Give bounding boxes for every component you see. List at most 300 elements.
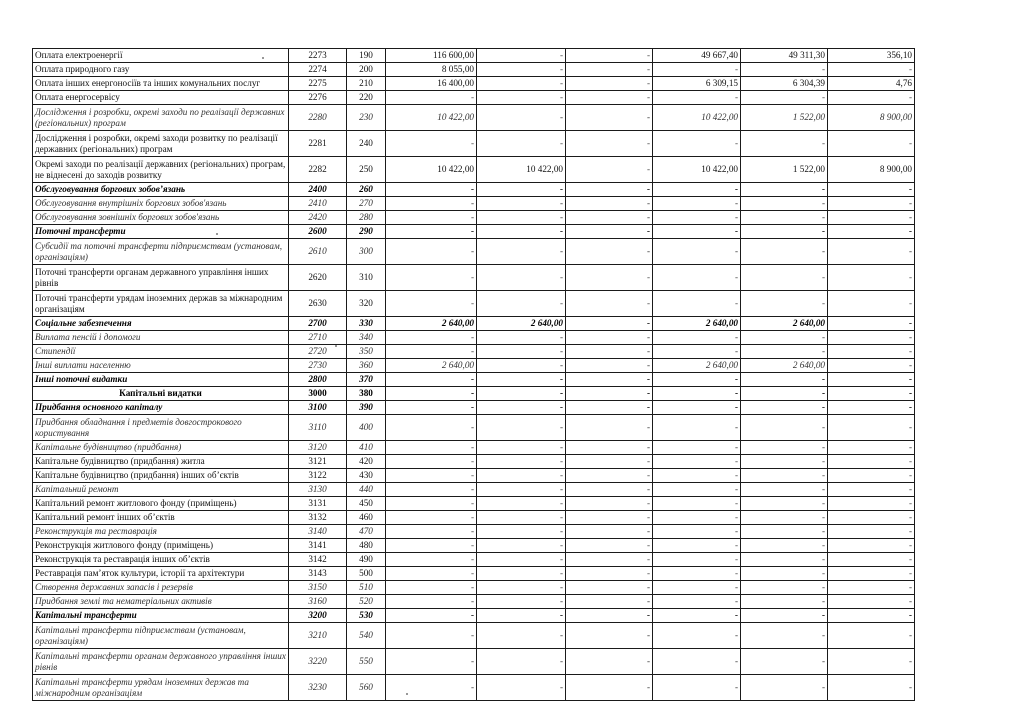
row-label: Капітальне будівництво (придбання) <box>33 441 289 455</box>
amount-cell: - <box>653 455 741 469</box>
row-number: 280 <box>347 211 386 225</box>
amount-cell: - <box>386 649 477 675</box>
amount-cell: - <box>741 291 828 317</box>
table-row <box>33 331 915 345</box>
amount-cell: - <box>741 387 828 401</box>
amount-cell: - <box>653 401 741 415</box>
row-number: 440 <box>347 483 386 497</box>
amount-cell: - <box>653 225 741 239</box>
amount-cell: - <box>386 623 477 649</box>
amount-cell: - <box>566 567 653 581</box>
table-row <box>33 77 915 91</box>
row-label: Інші виплати населенню <box>33 359 289 373</box>
row-number: 220 <box>347 91 386 105</box>
amount-cell: - <box>741 239 828 265</box>
amount-cell: - <box>741 511 828 525</box>
amount-cell: - <box>741 539 828 553</box>
kekv-code: 3150 <box>289 581 347 595</box>
table-row <box>33 511 915 525</box>
amount-cell: - <box>386 91 477 105</box>
amount-cell: - <box>386 525 477 539</box>
table-row <box>33 401 915 415</box>
kekv-code: 2400 <box>289 183 347 197</box>
row-number: 450 <box>347 497 386 511</box>
amount-cell: 10 422,00 <box>653 157 741 183</box>
table-row <box>33 197 915 211</box>
table-row <box>33 105 915 131</box>
amount-cell: - <box>566 131 653 157</box>
row-label: Обслуговування зовнішніх боргових зобов'язань <box>33 211 289 225</box>
row-number: 230 <box>347 105 386 131</box>
amount-cell: - <box>477 197 566 211</box>
amount-cell: - <box>828 317 915 331</box>
row-label: Стипендії <box>33 345 289 359</box>
amount-cell: - <box>386 345 477 359</box>
row-label: Капітальні трансферти <box>33 609 289 623</box>
amount-cell: - <box>653 595 741 609</box>
table-row <box>33 157 915 183</box>
amount-cell: - <box>741 225 828 239</box>
amount-cell: - <box>828 469 915 483</box>
kekv-code: 3140 <box>289 525 347 539</box>
row-label: Оплата електроенергії <box>33 49 289 63</box>
kekv-code: 2273 <box>289 49 347 63</box>
amount-cell: 116 600,00 <box>386 49 477 63</box>
amount-cell: - <box>741 623 828 649</box>
row-number: 400 <box>347 415 386 441</box>
row-label: Поточні трансферти органам державного управління інших рівнів <box>33 265 289 291</box>
amount-cell: - <box>386 441 477 455</box>
amount-cell: - <box>386 265 477 291</box>
kekv-code: 2275 <box>289 77 347 91</box>
amount-cell: 6 304,39 <box>741 77 828 91</box>
amount-cell: - <box>386 401 477 415</box>
row-number: 490 <box>347 553 386 567</box>
amount-cell: - <box>828 483 915 497</box>
kekv-code: 2700 <box>289 317 347 331</box>
scan-speck <box>335 345 337 347</box>
amount-cell: - <box>828 525 915 539</box>
row-number: 320 <box>347 291 386 317</box>
table-row <box>33 359 915 373</box>
kekv-code: 3210 <box>289 623 347 649</box>
amount-cell: - <box>566 401 653 415</box>
amount-cell: - <box>741 567 828 581</box>
kekv-code: 2730 <box>289 359 347 373</box>
amount-cell: - <box>828 331 915 345</box>
table-row <box>33 291 915 317</box>
row-label: Виплата пенсій і допомоги <box>33 331 289 345</box>
row-number: 340 <box>347 331 386 345</box>
table-row <box>33 415 915 441</box>
amount-cell: - <box>741 595 828 609</box>
amount-cell: - <box>741 553 828 567</box>
table-row <box>33 609 915 623</box>
amount-cell: - <box>566 539 653 553</box>
row-label: Придбання основного капіталу <box>33 401 289 415</box>
row-label: Оплата інших енергоносіїв та інших комунальних послуг <box>33 77 289 91</box>
kekv-code: 2410 <box>289 197 347 211</box>
amount-cell: - <box>741 675 828 701</box>
table-row <box>33 265 915 291</box>
table-row <box>33 183 915 197</box>
amount-cell: - <box>386 211 477 225</box>
amount-cell: - <box>653 131 741 157</box>
amount-cell: - <box>566 609 653 623</box>
row-label: Субсидії та поточні трансферти підприємствам (установам, організаціям) <box>33 239 289 265</box>
amount-cell: - <box>828 265 915 291</box>
amount-cell: - <box>477 567 566 581</box>
amount-cell: - <box>828 387 915 401</box>
amount-cell: - <box>566 105 653 131</box>
kekv-code: 3122 <box>289 469 347 483</box>
row-number: 540 <box>347 623 386 649</box>
amount-cell: - <box>477 225 566 239</box>
row-label: Обслуговування внутрішніх боргових зобов'язань <box>33 197 289 211</box>
amount-cell: - <box>386 239 477 265</box>
amount-cell: - <box>828 183 915 197</box>
row-label: Капітальне будівництво (придбання) інших об’єктів <box>33 469 289 483</box>
amount-cell: - <box>386 675 477 701</box>
amount-cell: - <box>477 63 566 77</box>
amount-cell: - <box>477 183 566 197</box>
kekv-code: 2420 <box>289 211 347 225</box>
kekv-code: 3000 <box>289 387 347 401</box>
row-number: 360 <box>347 359 386 373</box>
amount-cell: - <box>566 455 653 469</box>
amount-cell: - <box>566 581 653 595</box>
amount-cell: - <box>566 441 653 455</box>
amount-cell: - <box>386 511 477 525</box>
amount-cell: - <box>386 183 477 197</box>
table-body <box>33 49 915 701</box>
kekv-code: 3200 <box>289 609 347 623</box>
amount-cell: - <box>566 49 653 63</box>
row-number: 410 <box>347 441 386 455</box>
row-number: 500 <box>347 567 386 581</box>
row-number: 380 <box>347 387 386 401</box>
amount-cell: - <box>828 553 915 567</box>
amount-cell: - <box>828 497 915 511</box>
amount-cell: - <box>386 595 477 609</box>
row-number: 430 <box>347 469 386 483</box>
amount-cell: - <box>741 63 828 77</box>
amount-cell: - <box>566 511 653 525</box>
amount-cell: - <box>477 525 566 539</box>
amount-cell: - <box>828 511 915 525</box>
table-row <box>33 567 915 581</box>
row-number: 420 <box>347 455 386 469</box>
kekv-code: 2720 <box>289 345 347 359</box>
amount-cell: - <box>828 225 915 239</box>
amount-cell: - <box>386 483 477 497</box>
amount-cell: - <box>653 609 741 623</box>
row-label: Дослідження і розробки, окремі заходи по реалізації державних (регіональних) програм <box>33 105 289 131</box>
amount-cell: - <box>386 553 477 567</box>
table-row <box>33 483 915 497</box>
row-label: Дослідження і розробки, окремі заходи розвитку по реалізації державних (регіональних) програм <box>33 131 289 157</box>
amount-cell: - <box>828 291 915 317</box>
amount-cell: - <box>566 211 653 225</box>
amount-cell: - <box>828 675 915 701</box>
kekv-code: 3141 <box>289 539 347 553</box>
kekv-code: 3160 <box>289 595 347 609</box>
amount-cell: - <box>828 63 915 77</box>
amount-cell: 2 640,00 <box>653 359 741 373</box>
amount-cell: - <box>566 77 653 91</box>
row-label: Створення державних запасів і резервів <box>33 581 289 595</box>
amount-cell: - <box>566 497 653 511</box>
row-number: 460 <box>347 511 386 525</box>
amount-cell: - <box>653 239 741 265</box>
amount-cell: - <box>741 183 828 197</box>
row-label: Реставрація пам’яток культури, історії та архітектури <box>33 567 289 581</box>
row-label: Капітальні видатки <box>33 387 289 401</box>
amount-cell: - <box>653 483 741 497</box>
row-number: 330 <box>347 317 386 331</box>
amount-cell: - <box>566 469 653 483</box>
amount-cell: - <box>828 581 915 595</box>
amount-cell: - <box>477 415 566 441</box>
budget-table <box>32 48 915 701</box>
amount-cell: - <box>653 675 741 701</box>
amount-cell: 2 640,00 <box>477 317 566 331</box>
amount-cell: 8 900,00 <box>828 105 915 131</box>
amount-cell: - <box>741 401 828 415</box>
amount-cell: - <box>566 317 653 331</box>
amount-cell: - <box>741 649 828 675</box>
amount-cell: - <box>828 239 915 265</box>
amount-cell: - <box>828 211 915 225</box>
row-label: Капітальний ремонт <box>33 483 289 497</box>
amount-cell: - <box>566 63 653 77</box>
amount-cell: - <box>386 567 477 581</box>
amount-cell: - <box>741 345 828 359</box>
kekv-code: 2600 <box>289 225 347 239</box>
amount-cell: - <box>653 291 741 317</box>
amount-cell: - <box>653 415 741 441</box>
amount-cell: - <box>653 63 741 77</box>
row-number: 520 <box>347 595 386 609</box>
amount-cell: - <box>828 609 915 623</box>
amount-cell: 2 640,00 <box>653 317 741 331</box>
table-row <box>33 469 915 483</box>
amount-cell: - <box>566 373 653 387</box>
kekv-code: 3230 <box>289 675 347 701</box>
kekv-code: 3100 <box>289 401 347 415</box>
amount-cell: - <box>566 225 653 239</box>
amount-cell: - <box>828 359 915 373</box>
amount-cell: - <box>477 91 566 105</box>
amount-cell: - <box>653 387 741 401</box>
amount-cell: 6 309,15 <box>653 77 741 91</box>
table-row <box>33 63 915 77</box>
amount-cell: - <box>477 483 566 497</box>
table-row <box>33 595 915 609</box>
amount-cell: - <box>386 373 477 387</box>
row-label: Придбання обладнання і предметів довгострокового користування <box>33 415 289 441</box>
amount-cell: - <box>741 91 828 105</box>
table-row <box>33 581 915 595</box>
kekv-code: 2710 <box>289 331 347 345</box>
amount-cell: - <box>386 197 477 211</box>
kekv-code: 3120 <box>289 441 347 455</box>
amount-cell: - <box>386 609 477 623</box>
amount-cell: 10 422,00 <box>386 157 477 183</box>
kekv-code: 2610 <box>289 239 347 265</box>
row-number: 210 <box>347 77 386 91</box>
amount-cell: - <box>566 197 653 211</box>
amount-cell: - <box>828 345 915 359</box>
amount-cell: - <box>828 401 915 415</box>
row-label: Оплата енергосервісу <box>33 91 289 105</box>
table-row <box>33 497 915 511</box>
amount-cell: - <box>477 331 566 345</box>
amount-cell: - <box>477 455 566 469</box>
amount-cell: 49 667,40 <box>653 49 741 63</box>
amount-cell: - <box>828 595 915 609</box>
amount-cell: - <box>653 197 741 211</box>
row-number: 470 <box>347 525 386 539</box>
table-row <box>33 225 915 239</box>
amount-cell: - <box>386 469 477 483</box>
amount-cell: - <box>566 483 653 497</box>
row-number: 260 <box>347 183 386 197</box>
amount-cell: - <box>653 525 741 539</box>
row-label: Капітальне будівництво (придбання) житла <box>33 455 289 469</box>
amount-cell: - <box>741 483 828 497</box>
amount-cell: - <box>566 91 653 105</box>
amount-cell: - <box>741 197 828 211</box>
amount-cell: 4,76 <box>828 77 915 91</box>
amount-cell: - <box>653 373 741 387</box>
row-label: Інші поточні видатки <box>33 373 289 387</box>
row-number: 250 <box>347 157 386 183</box>
amount-cell: - <box>386 497 477 511</box>
row-number: 190 <box>347 49 386 63</box>
table-row <box>33 91 915 105</box>
row-number: 200 <box>347 63 386 77</box>
amount-cell: - <box>566 265 653 291</box>
kekv-code: 3110 <box>289 415 347 441</box>
amount-cell: - <box>828 415 915 441</box>
row-label: Поточні трансферти <box>33 225 289 239</box>
row-label: Капітальний ремонт інших об’єктів <box>33 511 289 525</box>
row-number: 390 <box>347 401 386 415</box>
amount-cell: - <box>477 77 566 91</box>
row-number: 300 <box>347 239 386 265</box>
amount-cell: - <box>477 239 566 265</box>
amount-cell: - <box>828 131 915 157</box>
amount-cell: - <box>477 105 566 131</box>
amount-cell: - <box>477 373 566 387</box>
amount-cell: - <box>653 183 741 197</box>
amount-cell: - <box>386 225 477 239</box>
kekv-code: 3132 <box>289 511 347 525</box>
row-label: Капітальні трансферти урядам іноземних держав та міжнародним організаціям <box>33 675 289 701</box>
scan-speck <box>262 57 264 59</box>
row-label: Соціальне забезпечення <box>33 317 289 331</box>
amount-cell: - <box>566 157 653 183</box>
scan-speck <box>406 693 408 695</box>
row-label: Придбання землі та нематеріальних активів <box>33 595 289 609</box>
row-number: 240 <box>347 131 386 157</box>
amount-cell: 2 640,00 <box>741 317 828 331</box>
amount-cell: - <box>741 441 828 455</box>
amount-cell: - <box>566 359 653 373</box>
kekv-code: 2274 <box>289 63 347 77</box>
amount-cell: - <box>477 649 566 675</box>
amount-cell: - <box>386 581 477 595</box>
amount-cell: - <box>386 291 477 317</box>
amount-cell: - <box>653 345 741 359</box>
amount-cell: - <box>741 581 828 595</box>
amount-cell: - <box>828 455 915 469</box>
amount-cell: - <box>653 265 741 291</box>
table-row <box>33 649 915 675</box>
amount-cell: 2 640,00 <box>386 359 477 373</box>
row-label: Капітальні трансферти підприємствам (установам, організаціям) <box>33 623 289 649</box>
kekv-code: 2280 <box>289 105 347 131</box>
amount-cell: - <box>741 211 828 225</box>
amount-cell: - <box>653 553 741 567</box>
kekv-code: 2281 <box>289 131 347 157</box>
amount-cell: - <box>828 373 915 387</box>
amount-cell: 356,10 <box>828 49 915 63</box>
amount-cell: - <box>653 441 741 455</box>
amount-cell: - <box>386 539 477 553</box>
amount-cell: - <box>566 675 653 701</box>
amount-cell: - <box>741 497 828 511</box>
amount-cell: - <box>653 91 741 105</box>
amount-cell: - <box>477 675 566 701</box>
table-row <box>33 525 915 539</box>
row-number: 530 <box>347 609 386 623</box>
row-number: 510 <box>347 581 386 595</box>
amount-cell: - <box>477 553 566 567</box>
amount-cell: - <box>566 525 653 539</box>
amount-cell: - <box>566 345 653 359</box>
amount-cell: 2 640,00 <box>386 317 477 331</box>
row-label: Оплата природного газу <box>33 63 289 77</box>
table-row <box>33 345 915 359</box>
amount-cell: - <box>477 609 566 623</box>
amount-cell: - <box>741 455 828 469</box>
amount-cell: - <box>477 387 566 401</box>
table-row <box>33 455 915 469</box>
amount-cell: - <box>477 291 566 317</box>
amount-cell: 10 422,00 <box>653 105 741 131</box>
amount-cell: - <box>477 581 566 595</box>
row-number: 550 <box>347 649 386 675</box>
amount-cell: - <box>477 401 566 415</box>
amount-cell: - <box>741 609 828 623</box>
amount-cell: - <box>828 623 915 649</box>
row-number: 370 <box>347 373 386 387</box>
row-label: Капітальний ремонт житлового фонду (приміщень) <box>33 497 289 511</box>
amount-cell: - <box>828 539 915 553</box>
kekv-code: 3220 <box>289 649 347 675</box>
kekv-code: 2282 <box>289 157 347 183</box>
row-label: Капітальні трансферти органам державного управління інших рівнів <box>33 649 289 675</box>
table-row <box>33 675 915 701</box>
table-row <box>33 539 915 553</box>
amount-cell: - <box>566 595 653 609</box>
amount-cell: - <box>386 131 477 157</box>
amount-cell: 10 422,00 <box>477 157 566 183</box>
row-number: 350 <box>347 345 386 359</box>
amount-cell: - <box>741 525 828 539</box>
